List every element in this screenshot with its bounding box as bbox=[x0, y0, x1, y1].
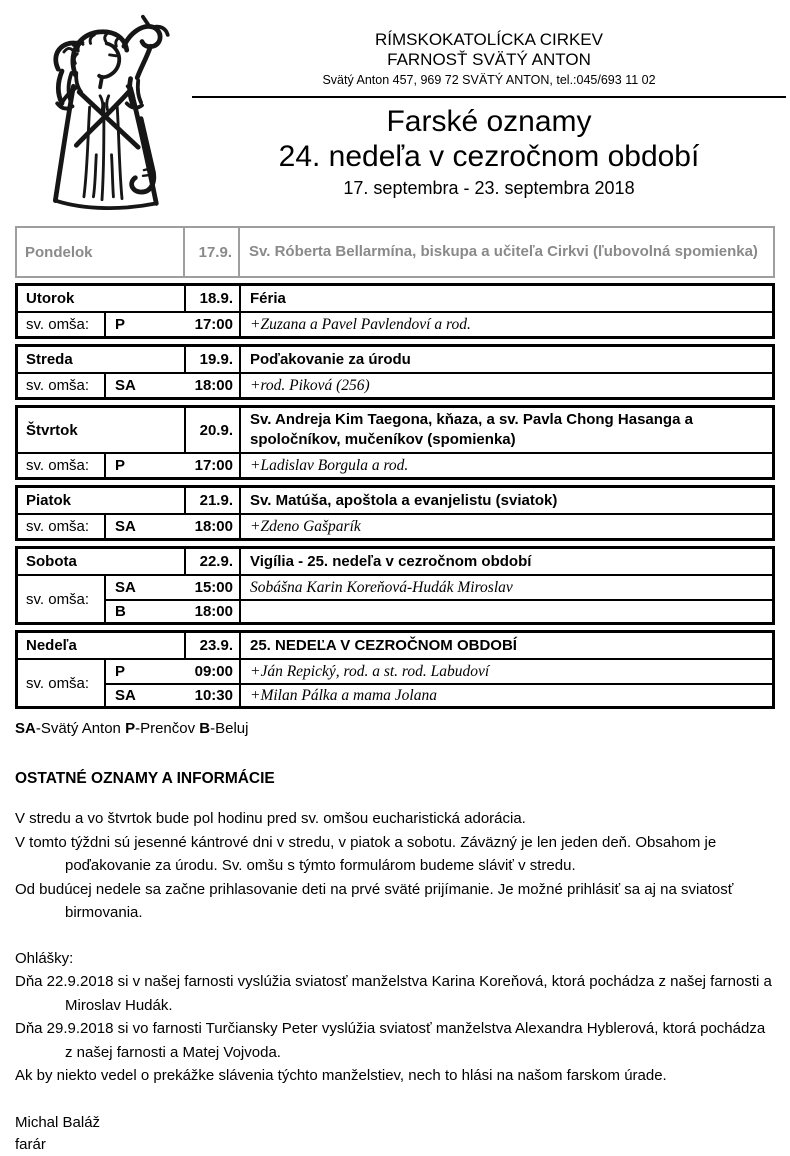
legend-name-sa: -Svätý Anton bbox=[35, 720, 126, 737]
schedule-block-stvrtok bbox=[15, 405, 775, 480]
place-codes-legend bbox=[15, 719, 775, 739]
mass-rows bbox=[18, 574, 772, 622]
day-name: Sobota bbox=[18, 549, 186, 574]
mass-intention: +Zdeno Gašparík bbox=[250, 517, 361, 535]
mass-place-time bbox=[106, 660, 241, 683]
organization-block bbox=[192, 30, 786, 88]
title-block bbox=[192, 104, 786, 199]
day-date: 17.9. bbox=[185, 228, 240, 276]
mass-label: sv. omša: bbox=[18, 515, 106, 538]
mass-intention: Sobášna Karin Koreňová-Hudák Miroslav bbox=[250, 578, 513, 596]
mass-intention bbox=[241, 599, 772, 622]
mass-label: sv. omša: bbox=[18, 454, 106, 477]
mass-place-code: P bbox=[115, 316, 126, 333]
mass-row bbox=[18, 372, 772, 397]
legend-code-sa: SA bbox=[15, 720, 36, 737]
mass-label: sv. omša: bbox=[18, 576, 106, 622]
schedule-block-utorok bbox=[15, 283, 775, 339]
day-feast-title: Vigília - 25. nedeľa v cezročnom období bbox=[250, 552, 532, 570]
day-name: Štvrtok bbox=[18, 408, 186, 452]
day-header-row bbox=[18, 488, 772, 513]
mass-time: 15:00 bbox=[194, 579, 233, 596]
day-header-row bbox=[18, 549, 772, 574]
announcements-heading: OSTATNÉ OZNAMY A INFORMÁCIE bbox=[15, 770, 275, 787]
mass-place-code: P bbox=[115, 457, 126, 474]
day-header-row bbox=[18, 408, 772, 452]
week-date-range: 17. septembra - 23. septembra 2018 bbox=[343, 178, 635, 198]
mass-place-code: B bbox=[115, 603, 126, 620]
mass-time: 17:00 bbox=[194, 316, 233, 333]
day-feast-title: 25. NEDEĽA V CEZROČNOM OBDOBÍ bbox=[250, 636, 517, 654]
mass-time: 10:30 bbox=[194, 687, 233, 704]
mass-place-code: SA bbox=[115, 377, 136, 394]
day-header-row bbox=[17, 228, 773, 276]
day-name: Pondelok bbox=[17, 228, 185, 276]
day-feast-title: Féria bbox=[250, 289, 286, 307]
mass-intention: +Zuzana a Pavel Pavlendoví a rod. bbox=[250, 315, 471, 333]
day-date: 19.9. bbox=[186, 347, 241, 372]
mass-time: 09:00 bbox=[194, 663, 233, 680]
mass-place-code: P bbox=[115, 663, 126, 680]
day-date: 21.9. bbox=[186, 488, 241, 513]
mass-place-time bbox=[106, 515, 241, 538]
mass-place-time bbox=[106, 683, 241, 706]
org-name-line1: RÍMSKOKATOLÍCKA CIRKEV bbox=[375, 30, 603, 49]
schedule-block-piatok bbox=[15, 485, 775, 541]
mass-place-time bbox=[106, 313, 241, 336]
day-name: Utorok bbox=[18, 286, 186, 311]
day-name: Piatok bbox=[18, 488, 186, 513]
day-header-row bbox=[18, 633, 772, 658]
mass-label: sv. omša: bbox=[18, 660, 106, 706]
legend-name-b: -Beluj bbox=[210, 720, 249, 737]
legend-code-b: B bbox=[199, 720, 211, 737]
announcement-item: Od budúcej nedele sa začne prihlasovanie deti na prvé sväté prijímanie. Je možné prihlásiť sa aj na sviatosť birmovania. bbox=[15, 880, 734, 921]
day-date: 23.9. bbox=[186, 633, 241, 658]
mass-label: sv. omša: bbox=[18, 374, 106, 397]
bulletin-header bbox=[0, 0, 790, 218]
priest-name: Michal Baláž bbox=[15, 1113, 101, 1131]
day-header-row bbox=[18, 347, 772, 372]
mass-place-time bbox=[106, 599, 241, 622]
mass-time: 17:00 bbox=[194, 457, 233, 474]
mass-place-code: SA bbox=[115, 687, 136, 704]
banns-section bbox=[15, 947, 775, 1088]
announcement-item: V tomto týždni sú jesenné kántrové dni v stredu, v piatok a sobotu. Záväzný je len jeden deň. Obsahom je poďakovanie za úrodu. Sv. omšu s týmto formulárom budeme sláviť v stredu. bbox=[15, 833, 717, 874]
legend-name-p: -Prenčov bbox=[135, 720, 200, 737]
good-shepherd-logo bbox=[0, 0, 192, 218]
day-name: Nedeľa bbox=[18, 633, 186, 658]
mass-rows bbox=[18, 658, 772, 706]
page-title: Farské oznamy bbox=[386, 105, 592, 138]
mass-row bbox=[18, 311, 772, 336]
mass-place-code: SA bbox=[115, 579, 136, 596]
mass-intention: +Ladislav Borgula a rod. bbox=[250, 456, 409, 474]
day-feast-title: Sv. Andreja Kim Taegona, kňaza, a sv. Pavla Chong Hasanga a spoločníkov, mučeníkov (spomienka) bbox=[250, 411, 693, 448]
banns-heading: Ohlášky: bbox=[15, 949, 74, 967]
day-date: 22.9. bbox=[186, 549, 241, 574]
mass-row bbox=[18, 452, 772, 477]
legend-code-p: P bbox=[125, 720, 136, 737]
announcements-list bbox=[15, 807, 775, 925]
mass-row bbox=[18, 513, 772, 538]
mass-intention: +Ján Repický, rod. a st. rod. Labudoví bbox=[250, 662, 490, 680]
day-header-row bbox=[18, 286, 772, 311]
priest-role: farár bbox=[15, 1135, 46, 1153]
mass-place-time bbox=[106, 374, 241, 397]
mass-intention: +rod. Piková (256) bbox=[250, 376, 370, 394]
banns-item: Ak by niekto vedel o prekážke slávenia týchto manželstiev, nech to hlási na našom farskom úrade. bbox=[15, 1067, 667, 1084]
page-subtitle: 24. nedeľa v cezročnom období bbox=[278, 140, 700, 173]
org-name-line2: FARNOSŤ SVÄTÝ ANTON bbox=[387, 50, 591, 69]
mass-place-time bbox=[106, 576, 241, 599]
mass-time: 18:00 bbox=[194, 377, 233, 394]
header-text-column bbox=[192, 0, 790, 218]
mass-time: 18:00 bbox=[194, 518, 233, 535]
schedule-block-streda bbox=[15, 344, 775, 400]
day-name: Streda bbox=[18, 347, 186, 372]
header-divider bbox=[192, 96, 786, 98]
good-shepherd-engraving-icon bbox=[16, 12, 188, 212]
signature-block bbox=[15, 1112, 775, 1156]
schedule-block-nedela bbox=[15, 630, 775, 709]
mass-time: 18:00 bbox=[194, 603, 233, 620]
banns-item: Dňa 29.9.2018 si vo farnosti Turčiansky Peter vyslúžia sviatosť manželstva Alexandra Hyblerová, ktorá pochádza z našej farnosti a Matej Vojvoda. bbox=[15, 1020, 766, 1061]
day-feast-title: Sv. Matúša, apoštola a evanjelistu (sviatok) bbox=[250, 491, 558, 509]
banns-item: Dňa 22.9.2018 si v našej farnosti vyslúžia sviatosť manželstva Karina Koreňová, ktorá pochádza z našej farnosti a Miroslav Hudák. bbox=[15, 973, 772, 1014]
day-date: 20.9. bbox=[186, 408, 241, 452]
schedule-block-pondelok bbox=[15, 226, 775, 278]
announcement-item: V stredu a vo štvrtok bude pol hodinu pred sv. omšou eucharistická adorácia. bbox=[15, 810, 526, 827]
mass-place-time bbox=[106, 454, 241, 477]
day-feast-title: Sv. Róberta Bellarmína, biskupa a učiteľa Cirkvi (ľubovolná spomienka) bbox=[249, 243, 758, 260]
mass-schedule bbox=[15, 226, 775, 709]
mass-label: sv. omša: bbox=[18, 313, 106, 336]
day-date: 18.9. bbox=[186, 286, 241, 311]
org-address: Svätý Anton 457, 969 72 SVÄTÝ ANTON, tel.:045/693 11 02 bbox=[322, 73, 656, 87]
schedule-block-sobota bbox=[15, 546, 775, 625]
day-feast-title: Poďakovanie za úrodu bbox=[250, 350, 411, 368]
mass-place-code: SA bbox=[115, 518, 136, 535]
mass-intention: +Milan Pálka a mama Jolana bbox=[241, 683, 772, 706]
